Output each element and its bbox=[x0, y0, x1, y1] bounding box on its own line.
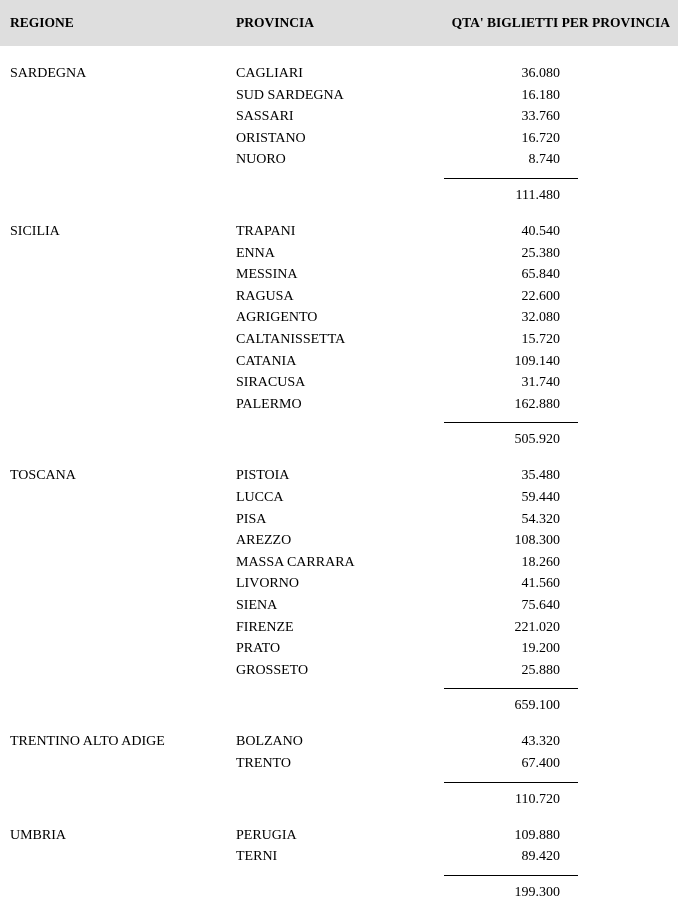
province-name: SASSARI bbox=[236, 109, 294, 125]
province-name: TERNI bbox=[236, 849, 278, 865]
province-name: PISTOIA bbox=[236, 468, 290, 484]
ticket-quantity: 162.880 bbox=[514, 396, 560, 412]
subtotal-rule bbox=[444, 688, 578, 689]
ticket-quantity: 75.640 bbox=[521, 598, 560, 613]
ticket-quantity: 25.880 bbox=[521, 662, 560, 678]
province-name: PRATO bbox=[236, 641, 281, 657]
ticket-quantity: 109.140 bbox=[514, 353, 560, 369]
ticket-quantity: 25.380 bbox=[521, 245, 560, 261]
region-total: 110.720 bbox=[515, 791, 560, 807]
ticket-quantity: 8.740 bbox=[528, 152, 560, 168]
province-name: CATANIA bbox=[236, 353, 297, 369]
province-name: LUCCA bbox=[236, 490, 284, 505]
region-name: SICILIA bbox=[10, 224, 60, 239]
province-name: SIENA bbox=[236, 598, 278, 613]
province-name: TRAPANI bbox=[236, 224, 296, 239]
ticket-quantity: 32.080 bbox=[521, 310, 560, 326]
province-name: CAGLIARI bbox=[236, 66, 303, 81]
province-name: ORISTANO bbox=[236, 130, 306, 146]
ticket-quantity: 59.440 bbox=[521, 490, 560, 505]
column-header-provincia: PROVINCIA bbox=[236, 15, 315, 30]
province-name: MESSINA bbox=[236, 267, 298, 283]
province-name: LIVORNO bbox=[236, 576, 299, 592]
ticket-quantity: 16.180 bbox=[521, 87, 560, 103]
column-header-qta: QTA' BIGLIETTI PER PROVINCIA bbox=[451, 15, 670, 30]
ticket-quantity: 41.560 bbox=[521, 576, 560, 592]
ticket-quantity: 65.840 bbox=[521, 267, 560, 283]
ticket-quantity: 18.260 bbox=[521, 554, 560, 570]
province-name: CALTANISSETTA bbox=[236, 332, 346, 347]
region-name: TRENTINO ALTO ADIGE bbox=[10, 734, 165, 750]
ticket-quantity: 221.020 bbox=[514, 619, 560, 635]
province-name: NUORO bbox=[236, 152, 286, 168]
province-name: BOLZANO bbox=[236, 734, 303, 750]
province-name: PERUGIA bbox=[236, 827, 297, 843]
ticket-quantity: 22.600 bbox=[521, 288, 560, 304]
province-name: SIRACUSA bbox=[236, 375, 306, 391]
ticket-quantity: 109.880 bbox=[514, 827, 560, 843]
region-total: 659.100 bbox=[514, 698, 560, 714]
province-name: SUD SARDEGNA bbox=[236, 87, 344, 103]
region-name: UMBRIA bbox=[10, 827, 67, 843]
ticket-quantity: 54.320 bbox=[521, 511, 560, 527]
ticket-quantity: 43.320 bbox=[521, 734, 560, 750]
region-name: SARDEGNA bbox=[10, 66, 87, 81]
subtotal-rule bbox=[444, 782, 578, 783]
ticket-quantity: 31.740 bbox=[521, 375, 560, 391]
region-total: 505.920 bbox=[514, 432, 560, 448]
province-name: RAGUSA bbox=[236, 288, 294, 304]
ticket-quantity: 40.540 bbox=[521, 224, 560, 239]
province-name: FIRENZE bbox=[236, 619, 294, 635]
ticket-quantity: 108.300 bbox=[514, 533, 560, 549]
ticket-quantity: 19.200 bbox=[521, 641, 560, 657]
region-total: 111.480 bbox=[515, 188, 560, 203]
ticket-quantity: 33.760 bbox=[521, 109, 560, 125]
province-name: TRENTO bbox=[236, 756, 291, 771]
ticket-quantity: 89.420 bbox=[521, 849, 560, 865]
province-name: MASSA CARRARA bbox=[236, 554, 355, 570]
province-name: PISA bbox=[236, 511, 267, 527]
subtotal-rule bbox=[444, 178, 578, 179]
ticket-quantity: 35.480 bbox=[521, 468, 560, 484]
province-name: AGRIGENTO bbox=[236, 310, 318, 326]
ticket-quantity: 67.400 bbox=[521, 756, 560, 771]
province-name: AREZZO bbox=[236, 533, 292, 549]
subtotal-rule bbox=[444, 875, 578, 876]
region-name: TOSCANA bbox=[10, 468, 76, 484]
region-total: 199.300 bbox=[514, 884, 560, 900]
ticket-quantity: 16.720 bbox=[521, 130, 560, 146]
subtotal-rule bbox=[444, 422, 578, 423]
province-name: ENNA bbox=[236, 245, 275, 261]
ticket-quantity: 15.720 bbox=[521, 332, 560, 347]
province-name: PALERMO bbox=[236, 396, 302, 412]
province-name: GROSSETO bbox=[236, 662, 309, 678]
column-header-regione: REGIONE bbox=[10, 15, 74, 30]
ticket-quantity: 36.080 bbox=[521, 66, 560, 81]
